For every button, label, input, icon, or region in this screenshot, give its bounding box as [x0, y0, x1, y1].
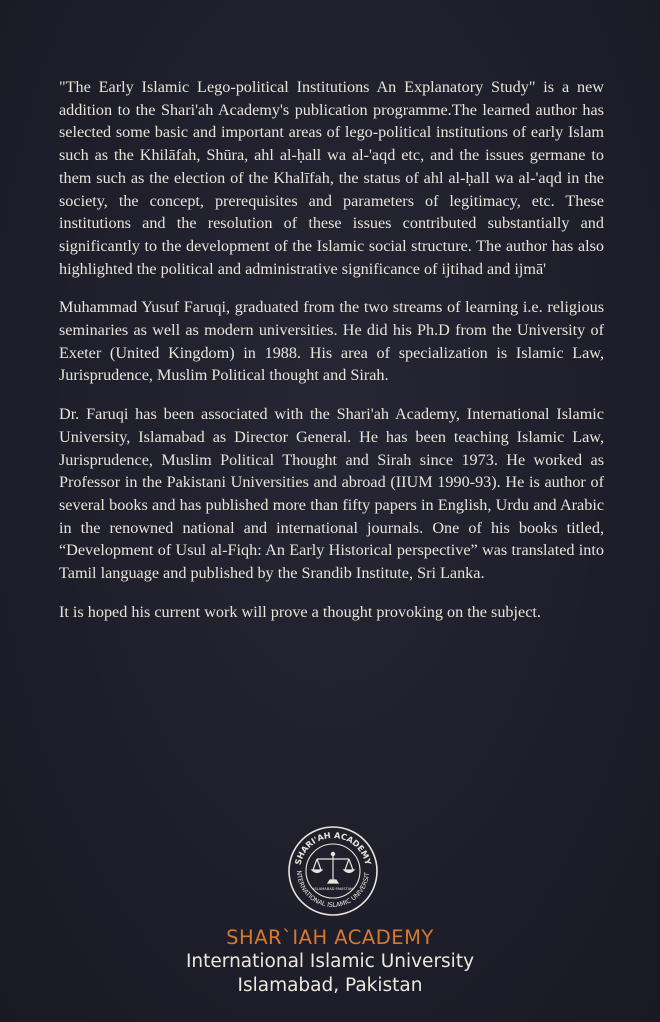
paragraph-author-career: Dr. Faruqi has been associated with the Shari'ah Academy, International Islamic University, Islamabad as Director General. He has been teaching Islamic Law, Jurisprudence, Muslim Political Thought and Sirah since 1973. He worked as Professor in the Pakistani Universities and abroad (IIUM 1990-93). He is author of several books and has published more than fifty papers in English, Urdu and Arabic in the renowned national and international journals. One of his books titled, “Development of Usul al-Fiqh: An Early Historical perspective” was translated into Tamil language and published by the Srandib Institute, Sri Lanka.: [59, 405, 604, 583]
seal-ring-top-text: SHARI'AH ACADEMY: [292, 829, 374, 866]
blurb-text: [59, 76, 604, 639]
paragraph-closing: It is hoped his current work will prove a thought provoking on the subject.: [59, 602, 541, 621]
seal-center-text: ISLAMABAD PAKISTAN: [313, 887, 353, 891]
publisher-university: International Islamic University: [185, 951, 475, 972]
paragraph-book-description: "The Early Islamic Lego-political Institutions An Explanatory Study" is a new addition to the Shari'ah Academy's publication programme.The learned author has selected some basic and important areas of lego-political institutions of early Islam such as the Khilāfah, Shūra, ahl al-ḥall wa al-'aqd etc, and the issues germane to them such as the election of the Khalīfah, the status of ahl al-ḥall wa al-'aqd in the society, the concept, prerequisites and parameters of legitimacy, etc. These institutions and the resolution of these issues contributed substantially and significantly to the development of the Islamic social structure. The author has also highlighted the political and administrative significance of ijtihad and ijmā': [59, 78, 604, 278]
publisher-location: Islamabad, Pakistan: [237, 975, 423, 996]
publisher-name: SHAR`IAH ACADEMY: [226, 926, 434, 949]
seal-ring-bottom-text: NTERNATIONAL ISLAMIC UNIVERSIT: [294, 870, 372, 910]
academy-seal-logo: [287, 825, 379, 917]
scales-of-justice-icon: [312, 852, 354, 883]
paragraph-author-education: Muhammad Yusuf Faruqi, graduated from the two streams of learning i.e. religious seminaries as well as modern universities. He did his Ph.D from the University of Exeter (United Kingdom) in 1988. His area of specialization is Islamic Law, Jurisprudence, Muslim Political thought and Sirah.: [59, 298, 604, 385]
